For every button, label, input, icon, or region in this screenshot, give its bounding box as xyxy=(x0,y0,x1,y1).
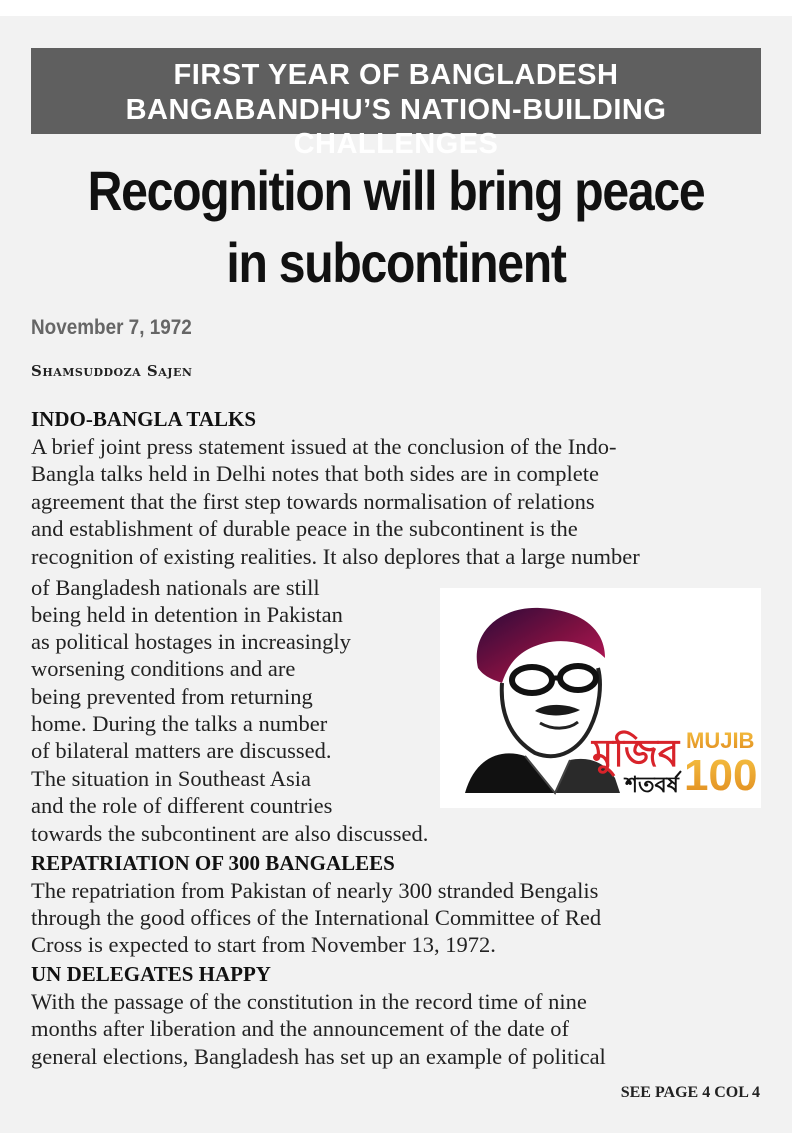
headline-line-2: in subcontinent xyxy=(226,231,566,294)
logo-number: 100 xyxy=(684,751,758,800)
body-line: being prevented from returning xyxy=(31,684,313,709)
byline: Shamsuddoza Sajen xyxy=(31,362,193,380)
body-line: as political hostages in increasingly xyxy=(31,629,351,654)
logo-latin: MUJIB xyxy=(686,728,755,753)
body-line: general elections, Bangladesh has set up an example of political xyxy=(31,1044,606,1069)
body-line: recognition of existing realities. It also deplores that a large number xyxy=(31,544,640,569)
continuation-note: SEE PAGE 4 COL 4 xyxy=(620,1084,760,1101)
subhead-un: UN DELEGATES HAPPY xyxy=(31,962,271,986)
body-line: being held in detention in Pakistan xyxy=(31,602,343,627)
body-line: of bilateral matters are discussed. xyxy=(31,738,332,763)
body-line: and establishment of durable peace in the subcontinent is the xyxy=(31,516,578,541)
logo-bangla-top: মুজিব xyxy=(592,731,680,775)
article-date: November 7, 1972 xyxy=(31,316,192,339)
mujib-100-logo xyxy=(440,588,761,808)
body-line: months after liberation and the announcement of the date of xyxy=(31,1016,569,1041)
body-line: With the passage of the constitution in the record time of nine xyxy=(31,989,587,1014)
body-line: The repatriation from Pakistan of nearly 300 stranded Bengalis xyxy=(31,878,599,903)
top-strip xyxy=(0,0,792,16)
body-line: The situation in Southeast Asia xyxy=(31,766,311,791)
subhead-repatriation: REPATRIATION OF 300 BANGALEES xyxy=(31,851,395,875)
body-line: A brief joint press statement issued at the conclusion of the Indo- xyxy=(31,434,617,459)
body-line: through the good offices of the International Committee of Red xyxy=(31,905,602,930)
body-line: and the role of different countries xyxy=(31,793,333,818)
body-line: home. During the talks a number xyxy=(31,711,328,736)
subhead-talks: INDO-BANGLA TALKS xyxy=(31,407,257,431)
headline-line-1: Recognition will bring peace xyxy=(87,159,705,222)
logo-bangla-bottom: শতবর্ষ xyxy=(625,773,679,798)
mujib-portrait-icon xyxy=(440,588,761,808)
body-line: worsening conditions and are xyxy=(31,656,296,681)
body-line: Bangla talks held in Delhi notes that both sides are in complete xyxy=(31,461,599,486)
body-line: agreement that the first step towards normalisation of relations xyxy=(31,489,595,514)
section-banner xyxy=(31,48,761,160)
banner-line-2: BANGABANDHU’S NATION-BUILDING CHALLENGES xyxy=(125,94,667,160)
body-line: towards the subcontinent are also discussed. xyxy=(31,821,429,846)
body-line: of Bangladesh nationals are still xyxy=(31,575,320,600)
body-line: Cross is expected to start from November 13, 1972. xyxy=(31,932,496,957)
banner-line-1: FIRST YEAR OF BANGLADESH xyxy=(173,59,619,91)
